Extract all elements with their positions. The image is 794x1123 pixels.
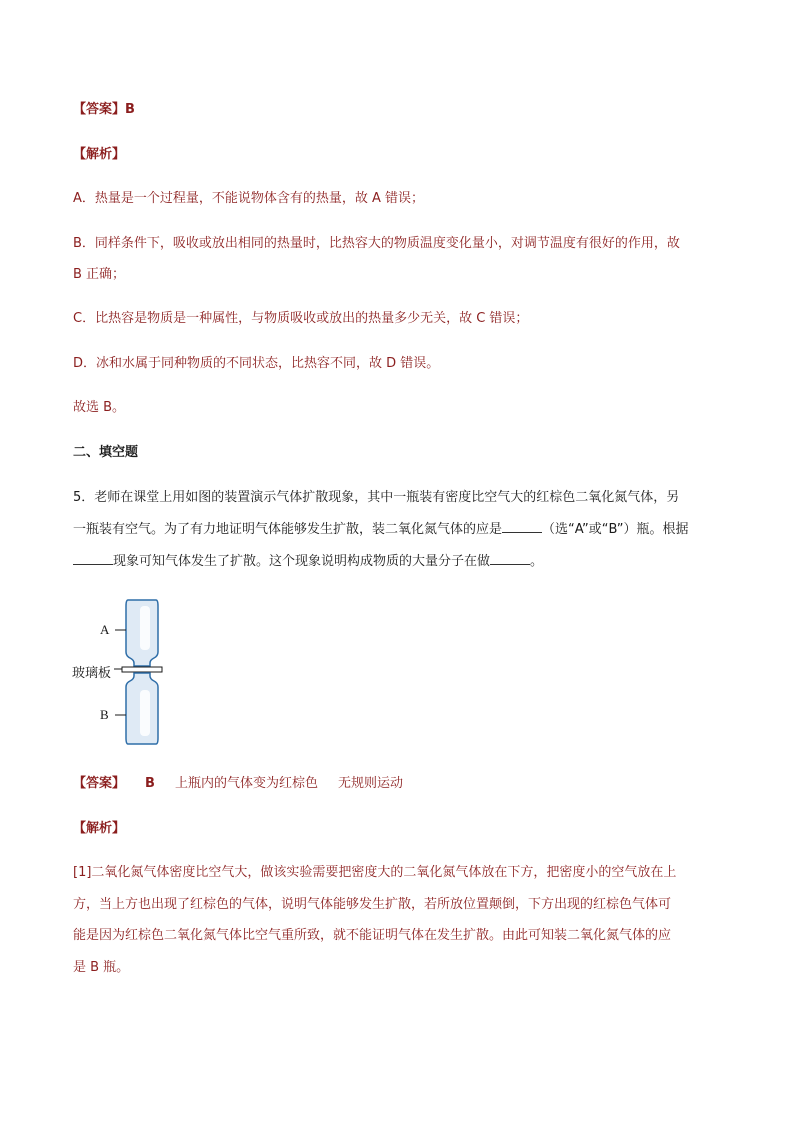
bottle-a [126, 600, 158, 666]
analysis-2-line-1: [1]二氧化氮气体密度比空气大，做该实验需要把密度大的二氧化氮气体放在下方，把密度小的空气放在上 [73, 865, 677, 880]
diffusion-apparatus-figure [70, 596, 190, 752]
option-c-text: C．比热容是物质是一种属性，与物质吸收或放出的热量多少无关，故 C 错误； [73, 311, 529, 326]
label-glass-plate: 玻璃板 [72, 665, 112, 680]
question-5-line-3: 现象可知气体发生了扩散。这个现象说明构成物质的大量分子在做 。 [73, 552, 543, 571]
answer-1 [73, 101, 135, 119]
answer-value: B [125, 102, 135, 117]
label-b: B [100, 707, 109, 722]
section-title: 二、填空题 [73, 445, 139, 460]
blank-2[interactable] [73, 552, 113, 565]
analysis-1-label: 【解析】 [73, 147, 126, 162]
analysis-2-line-2: 方，当上方也出现了红棕色的气体，说明气体能够发生扩散，若所放位置颠倒，下方出现的红棕色气体可 [73, 897, 672, 912]
answer-2-value-1: B [145, 776, 155, 791]
option-b-text: B．同样条件下，吸收或放出相同的热量时，比热容大的物质温度变化量小，对调节温度有很好的作用，故 [73, 236, 680, 251]
answer-2-value-2: 上瓶内的气体变为红棕色 [174, 776, 318, 791]
analysis-2-line-4: 是 B 瓶。 [73, 960, 130, 975]
analysis-2-line-3: 能是因为红棕色二氧化氮气体比空气重所致，就不能证明气体在发生扩散。由此可知装二氧化氮气体的应 [73, 928, 672, 943]
choice-conclusion: 故选 B。 [73, 400, 126, 415]
option-b-text-cont: B 正确； [73, 267, 126, 282]
glass-plate [122, 667, 162, 672]
answer-2 [73, 775, 403, 793]
option-d-text: D．冰和水属于同种物质的不同状态，比热容不同，故 D 错误。 [73, 356, 440, 371]
answer-label: 【答案】 [73, 102, 126, 117]
bottle-b [126, 673, 158, 744]
analysis-2-label: 【解析】 [73, 821, 126, 836]
answer-2-label: 【答案】 [73, 776, 126, 791]
option-a-text: A．热量是一个过程量，不能说物体含有的热量，故 A 错误； [73, 191, 425, 206]
question-5-line-2: 一瓶装有空气。为了有力地证明气体能够发生扩散，装二氧化氮气体的应是 （选“A”或“B”）瓶。根据 [73, 522, 689, 537]
question-5-line-1: 5．老师在课堂上用如图的装置演示气体扩散现象，其中一瓶装有密度比空气大的红棕色二氧化氮气体，另 [73, 490, 680, 505]
blank-3[interactable] [490, 552, 530, 565]
label-a: A [100, 622, 110, 637]
answer-2-value-3: 无规则运动 [337, 776, 403, 791]
blank-1[interactable] [502, 520, 542, 533]
